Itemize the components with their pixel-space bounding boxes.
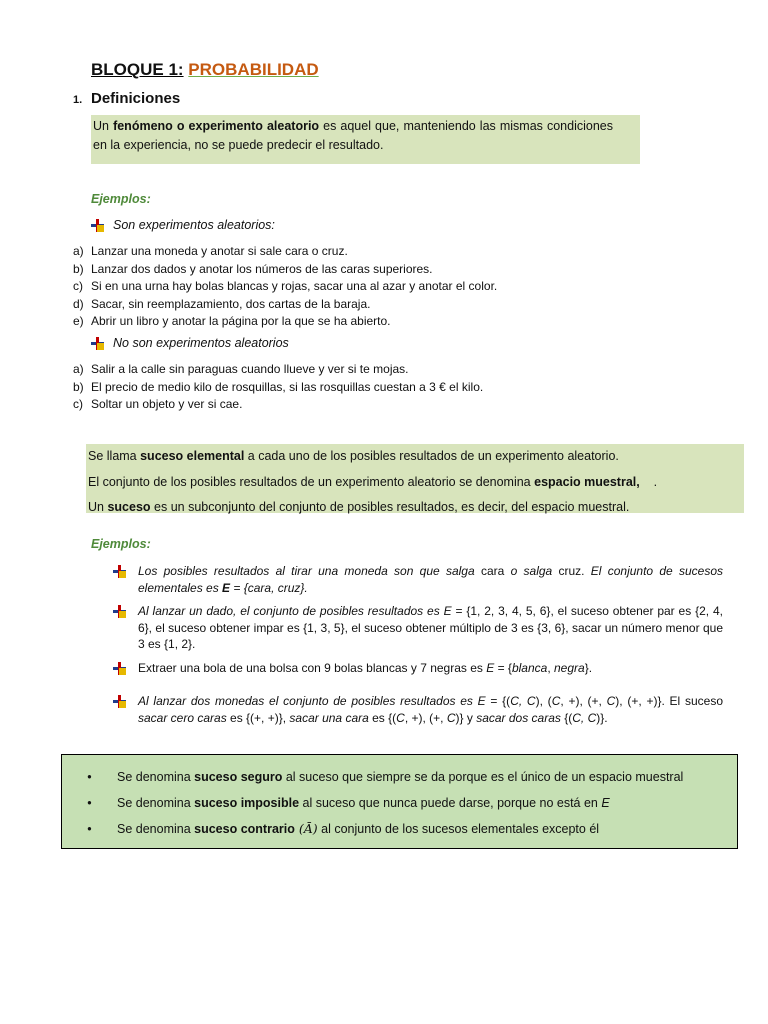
random-experiments-list [73,243,497,331]
title-topic: PROBABILIDAD [188,60,319,79]
list-item: a) Lanzar una moneda y anotar si sale cara o cruz. [73,244,348,258]
plus-bullet-icon [91,337,104,350]
title-prefix: BLOQUE 1: [91,60,184,79]
plus-bullet-icon [113,695,126,708]
list-item: • Se denomina suceso imposible al suceso que nunca puede darse, porque no está en E [62,790,737,816]
list-item: • Se denomina suceso seguro al suceso que siempre se da porque es el único de un espacio muestral [62,764,737,790]
plus-bullet-icon [91,219,104,232]
definition-box-experiment [91,115,640,164]
list-item: a) Salir a la calle sin paraguas cuando llueve y ver si te mojas. [73,362,409,376]
examples-heading-2: Ejemplos: [91,537,151,551]
plus-bullet-icon [113,662,126,675]
definition-sample-space: El conjunto de los posibles resultados de un experimento aleatorio se denomina espacio muestral, . [88,474,658,489]
list-item: c) Si en una urna hay bolas blancas y rojas, sacar una al azar y anotar el color. [73,279,498,293]
examples-heading: Ejemplos: [91,192,151,206]
list-item: d) Sacar, sin reemplazamiento, dos cartas de la baraja. [73,296,371,311]
nonrandom-experiments-heading: No son experimentos aleatorios [91,336,289,350]
event-types-box [61,754,738,849]
page-title [91,59,319,81]
list-item: Extraer una bola de una bolsa con 9 bolas blancas y 7 negras es E = {blanca, negra}. [113,660,723,677]
event-examples-list [113,563,723,733]
section-number: 1. [73,94,83,106]
list-item: • Se denomina suceso contrario (Ā) al conjunto de los sucesos elementales excepto él [62,816,737,842]
list-item: c) Soltar un objeto y ver si cae. [73,397,243,411]
bullet-dot: • [87,770,92,784]
plus-bullet-icon [113,565,126,578]
list-item: b) El precio de medio kilo de rosquillas, si las rosquillas cuestan a 3 € el kilo. [73,379,484,394]
definition-text: Un fenómeno o experimento aleatorio es aquel que, manteniendo las mismas condiciones en la experiencia, no se puede predecir el resultado. [93,119,613,152]
nonrandom-experiments-list [73,361,483,414]
list-item: b) Lanzar dos dados y anotar los números de las caras superiores. [73,261,433,276]
definition-elementary-event: Se llama suceso elemental a cada uno de los posibles resultados de un experimento aleatorio. [88,449,619,463]
list-item: Al lanzar dos monedas el conjunto de posibles resultados es E = {(C, C), (C, +), (+, C), (+, +)}. El suceso sacar cero caras es {(+, +)}, sacar una cara es {(C, +), (+, C)} y sacar dos caras {(C, C)}. [113,693,723,726]
section-title: Definiciones [91,90,181,107]
random-experiments-heading: Son experimentos aleatorios: [91,218,275,232]
definition-event: Un suceso es un subconjunto del conjunto de posibles resultados, es decir, del espacio muestral. [88,500,630,514]
bullet-dot: • [87,796,92,810]
list-item: e) Abrir un libro y anotar la página por la que se ha abierto. [73,314,391,328]
list-item: Al lanzar un dado, el conjunto de posibles resultados es E = {1, 2, 3, 4, 5, 6}, el suceso obtener par es {2, 4, 6}, el suceso obtener impar es {1, 3, 5}, el suceso obtener múltiplo de 3 es {3, 6}, sacar un número menor que 3 es {1, 2}. [113,603,723,653]
definition-box-events [86,444,744,513]
plus-bullet-icon [113,605,126,618]
bullet-dot: • [87,822,92,836]
list-item: Los posibles resultados al tirar una moneda son que salga cara o salga cruz. El conjunto de sucesos elementales es E = {cara, cruz}. [113,563,723,596]
